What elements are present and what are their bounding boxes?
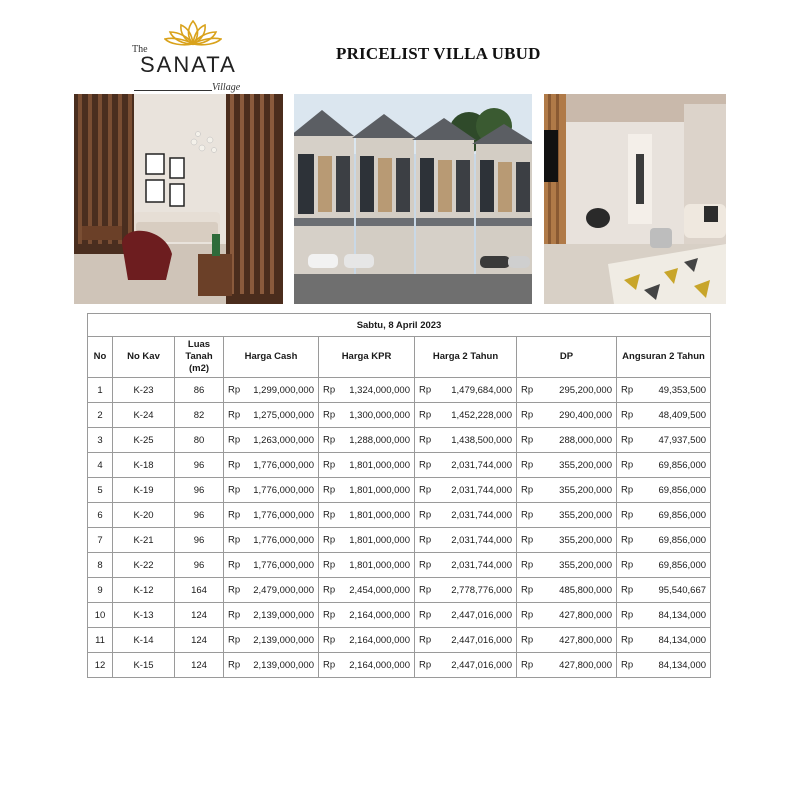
amount: 2,164,000,000: [349, 634, 410, 646]
currency-label: Rp: [521, 484, 534, 496]
currency-label: Rp: [228, 509, 241, 521]
cell-angsuran: [617, 453, 711, 478]
currency-label: Rp: [521, 384, 534, 396]
cell-angsuran: [617, 603, 711, 628]
cell-dp: [517, 553, 617, 578]
amount: 355,200,000: [559, 534, 612, 546]
cell-angsuran: [617, 503, 711, 528]
cell-no: 7: [88, 528, 113, 553]
cell-kav: K-23: [113, 378, 175, 403]
cell-dua-tahun: [415, 603, 517, 628]
currency-label: Rp: [521, 409, 534, 421]
amount: 1,452,228,000: [451, 409, 512, 421]
table-row: [88, 503, 711, 528]
amount: 95,540,667: [658, 584, 707, 596]
cell-luas: 96: [175, 553, 224, 578]
cell-dua-tahun: [415, 428, 517, 453]
cell-dua-tahun: [415, 378, 517, 403]
amount: 49,353,500: [658, 384, 707, 396]
amount: 290,400,000: [559, 409, 612, 421]
currency-label: Rp: [228, 409, 241, 421]
currency-label: Rp: [323, 459, 336, 471]
cell-dp: [517, 653, 617, 678]
cell-luas: 82: [175, 403, 224, 428]
currency-label: Rp: [419, 434, 432, 446]
table-row: [88, 603, 711, 628]
cell-cash: [224, 553, 319, 578]
table-row: [88, 378, 711, 403]
table-header-row: [88, 337, 711, 378]
currency-label: Rp: [419, 384, 432, 396]
cell-dua-tahun: [415, 403, 517, 428]
logo-the: The: [132, 44, 148, 55]
currency-label: Rp: [323, 584, 336, 596]
amount: 427,800,000: [559, 659, 612, 671]
cell-angsuran: [617, 528, 711, 553]
table-body: [88, 378, 711, 678]
exterior-photo: [294, 94, 532, 304]
currency-label: Rp: [419, 534, 432, 546]
cell-kav: K-18: [113, 453, 175, 478]
amount: 2,447,016,000: [451, 659, 512, 671]
currency-label: Rp: [419, 559, 432, 571]
cell-angsuran: [617, 428, 711, 453]
cell-kav: K-21: [113, 528, 175, 553]
currency-label: Rp: [419, 509, 432, 521]
cell-dp: [517, 503, 617, 528]
cell-dua-tahun: [415, 453, 517, 478]
currency-label: Rp: [323, 609, 336, 621]
cell-dua-tahun: [415, 628, 517, 653]
logo-name: SANATA: [140, 52, 237, 77]
cell-cash: [224, 378, 319, 403]
cell-luas: 96: [175, 478, 224, 503]
currency-label: Rp: [521, 559, 534, 571]
amount: 2,139,000,000: [253, 659, 314, 671]
cell-dp: [517, 378, 617, 403]
currency-label: Rp: [521, 534, 534, 546]
currency-label: Rp: [323, 434, 336, 446]
amount: 295,200,000: [559, 384, 612, 396]
amount: 69,856,000: [658, 484, 707, 496]
amount: 355,200,000: [559, 459, 612, 471]
cell-kav: K-13: [113, 603, 175, 628]
cell-cash: [224, 403, 319, 428]
cell-no: 1: [88, 378, 113, 403]
table-row: [88, 403, 711, 428]
cell-luas: 124: [175, 653, 224, 678]
currency-label: Rp: [521, 459, 534, 471]
cell-dua-tahun: [415, 503, 517, 528]
currency-label: Rp: [521, 659, 534, 671]
cell-cash: [224, 478, 319, 503]
currency-label: Rp: [419, 484, 432, 496]
amount: 69,856,000: [658, 559, 707, 571]
cell-no: 11: [88, 628, 113, 653]
cell-angsuran: [617, 478, 711, 503]
cell-cash: [224, 653, 319, 678]
currency-label: Rp: [419, 584, 432, 596]
cell-luas: 96: [175, 528, 224, 553]
amount: 69,856,000: [658, 459, 707, 471]
table-row: [88, 553, 711, 578]
currency-label: Rp: [521, 609, 534, 621]
cell-kpr: [319, 528, 415, 553]
currency-label: Rp: [621, 659, 634, 671]
currency-label: Rp: [323, 384, 336, 396]
cell-dp: [517, 428, 617, 453]
cell-kpr: [319, 428, 415, 453]
currency-label: Rp: [228, 634, 241, 646]
cell-dp: [517, 628, 617, 653]
currency-label: Rp: [228, 559, 241, 571]
amount: 288,000,000: [559, 434, 612, 446]
cell-no: 6: [88, 503, 113, 528]
cell-angsuran: [617, 553, 711, 578]
currency-label: Rp: [228, 659, 241, 671]
amount: 48,409,500: [658, 409, 707, 421]
header-kav: No Kav: [113, 337, 175, 378]
cell-angsuran: [617, 378, 711, 403]
amount: 355,200,000: [559, 559, 612, 571]
table-row: [88, 453, 711, 478]
header-dua-tahun: Harga 2 Tahun: [415, 337, 517, 378]
cell-luas: 86: [175, 378, 224, 403]
currency-label: Rp: [521, 434, 534, 446]
amount: 1,479,684,000: [451, 384, 512, 396]
cell-kpr: [319, 603, 415, 628]
amount: 1,776,000,000: [253, 559, 314, 571]
cell-no: 12: [88, 653, 113, 678]
lotus-icon: [164, 20, 222, 46]
currency-label: Rp: [419, 659, 432, 671]
cell-luas: 96: [175, 453, 224, 478]
amount: 1,299,000,000: [253, 384, 314, 396]
currency-label: Rp: [228, 534, 241, 546]
table-row: [88, 653, 711, 678]
header-no: No: [88, 337, 113, 378]
cell-kpr: [319, 453, 415, 478]
currency-label: Rp: [323, 534, 336, 546]
cell-dp: [517, 578, 617, 603]
currency-label: Rp: [521, 634, 534, 646]
cell-kpr: [319, 403, 415, 428]
cell-kpr: [319, 478, 415, 503]
amount: 355,200,000: [559, 509, 612, 521]
cell-luas: 124: [175, 603, 224, 628]
currency-label: Rp: [323, 559, 336, 571]
cell-dua-tahun: [415, 553, 517, 578]
cell-no: 5: [88, 478, 113, 503]
cell-dua-tahun: [415, 478, 517, 503]
amount: 84,134,000: [658, 634, 707, 646]
amount: 1,776,000,000: [253, 484, 314, 496]
cell-cash: [224, 628, 319, 653]
currency-label: Rp: [621, 484, 634, 496]
cell-kpr: [319, 378, 415, 403]
amount: 2,139,000,000: [253, 634, 314, 646]
amount: 2,447,016,000: [451, 609, 512, 621]
table-row: [88, 478, 711, 503]
currency-label: Rp: [323, 509, 336, 521]
cell-no: 9: [88, 578, 113, 603]
cell-cash: [224, 603, 319, 628]
brand-logo: [128, 20, 258, 93]
currency-label: Rp: [228, 459, 241, 471]
cell-no: 8: [88, 553, 113, 578]
living-photo: [544, 94, 726, 304]
cell-kav: K-24: [113, 403, 175, 428]
cell-kav: K-25: [113, 428, 175, 453]
table-row: [88, 428, 711, 453]
cell-no: 3: [88, 428, 113, 453]
amount: 69,856,000: [658, 509, 707, 521]
currency-label: Rp: [228, 384, 241, 396]
cell-kav: K-22: [113, 553, 175, 578]
cell-luas: 164: [175, 578, 224, 603]
currency-label: Rp: [228, 434, 241, 446]
cell-kpr: [319, 628, 415, 653]
page-title: PRICELIST VILLA UBUD: [336, 44, 541, 63]
amount: 427,800,000: [559, 634, 612, 646]
currency-label: Rp: [419, 409, 432, 421]
interior-photo: [74, 94, 283, 304]
currency-label: Rp: [621, 559, 634, 571]
amount: 1,300,000,000: [349, 409, 410, 421]
amount: 2,031,744,000: [451, 559, 512, 571]
amount: 1,801,000,000: [349, 484, 410, 496]
logo-rule: [134, 90, 212, 91]
amount: 2,164,000,000: [349, 609, 410, 621]
currency-label: Rp: [323, 659, 336, 671]
currency-label: Rp: [419, 459, 432, 471]
table-row: [88, 528, 711, 553]
amount: 1,776,000,000: [253, 534, 314, 546]
amount: 84,134,000: [658, 659, 707, 671]
amount: 1,324,000,000: [349, 384, 410, 396]
cell-kpr: [319, 653, 415, 678]
cell-cash: [224, 503, 319, 528]
cell-no: 2: [88, 403, 113, 428]
cell-dp: [517, 528, 617, 553]
cell-no: 4: [88, 453, 113, 478]
cell-angsuran: [617, 653, 711, 678]
amount: 2,778,776,000: [451, 584, 512, 596]
cell-kpr: [319, 553, 415, 578]
currency-label: Rp: [621, 609, 634, 621]
cell-cash: [224, 528, 319, 553]
amount: 47,937,500: [658, 434, 707, 446]
cell-luas: 124: [175, 628, 224, 653]
amount: 2,164,000,000: [349, 659, 410, 671]
amount: 2,031,744,000: [451, 459, 512, 471]
currency-label: Rp: [621, 509, 634, 521]
cell-kav: K-12: [113, 578, 175, 603]
cell-kpr: [319, 503, 415, 528]
cell-luas: 80: [175, 428, 224, 453]
currency-label: Rp: [521, 584, 534, 596]
amount: 2,031,744,000: [451, 509, 512, 521]
currency-label: Rp: [621, 409, 634, 421]
price-table: [87, 313, 711, 678]
header-dp: DP: [517, 337, 617, 378]
cell-angsuran: [617, 578, 711, 603]
amount: 1,288,000,000: [349, 434, 410, 446]
amount: 1,801,000,000: [349, 509, 410, 521]
currency-label: Rp: [621, 584, 634, 596]
cell-no: 10: [88, 603, 113, 628]
cell-dua-tahun: [415, 528, 517, 553]
header-luas: Luas Tanah (m2): [175, 337, 224, 378]
amount: 2,454,000,000: [349, 584, 410, 596]
cell-kav: K-19: [113, 478, 175, 503]
amount: 2,139,000,000: [253, 609, 314, 621]
cell-cash: [224, 453, 319, 478]
currency-label: Rp: [621, 459, 634, 471]
currency-label: Rp: [521, 509, 534, 521]
currency-label: Rp: [228, 609, 241, 621]
cell-angsuran: [617, 628, 711, 653]
amount: 1,776,000,000: [253, 509, 314, 521]
amount: 1,275,000,000: [253, 409, 314, 421]
logo-village: Village: [212, 82, 241, 93]
currency-label: Rp: [228, 584, 241, 596]
currency-label: Rp: [621, 634, 634, 646]
cell-angsuran: [617, 403, 711, 428]
cell-dp: [517, 403, 617, 428]
amount: 485,800,000: [559, 584, 612, 596]
amount: 69,856,000: [658, 534, 707, 546]
cell-cash: [224, 428, 319, 453]
table-date: Sabtu, 8 April 2023: [88, 314, 711, 337]
cell-kav: K-14: [113, 628, 175, 653]
amount: 1,801,000,000: [349, 559, 410, 571]
currency-label: Rp: [323, 634, 336, 646]
amount: 2,479,000,000: [253, 584, 314, 596]
cell-kpr: [319, 578, 415, 603]
amount: 1,801,000,000: [349, 459, 410, 471]
amount: 1,263,000,000: [253, 434, 314, 446]
currency-label: Rp: [621, 384, 634, 396]
currency-label: Rp: [419, 609, 432, 621]
currency-label: Rp: [621, 434, 634, 446]
cell-luas: 96: [175, 503, 224, 528]
amount: 84,134,000: [658, 609, 707, 621]
amount: 1,438,500,000: [451, 434, 512, 446]
header-cash: Harga Cash: [224, 337, 319, 378]
cell-dua-tahun: [415, 653, 517, 678]
amount: 427,800,000: [559, 609, 612, 621]
currency-label: Rp: [621, 534, 634, 546]
currency-label: Rp: [228, 484, 241, 496]
table-row: [88, 628, 711, 653]
amount: 1,776,000,000: [253, 459, 314, 471]
currency-label: Rp: [419, 634, 432, 646]
cell-dua-tahun: [415, 578, 517, 603]
amount: 2,031,744,000: [451, 484, 512, 496]
table-row: [88, 578, 711, 603]
amount: 1,801,000,000: [349, 534, 410, 546]
header-kpr: Harga KPR: [319, 337, 415, 378]
currency-label: Rp: [323, 409, 336, 421]
amount: 2,447,016,000: [451, 634, 512, 646]
cell-kav: K-20: [113, 503, 175, 528]
amount: 2,031,744,000: [451, 534, 512, 546]
cell-dp: [517, 453, 617, 478]
cell-cash: [224, 578, 319, 603]
cell-kav: K-15: [113, 653, 175, 678]
header-angsuran: Angsuran 2 Tahun: [617, 337, 711, 378]
cell-dp: [517, 603, 617, 628]
amount: 355,200,000: [559, 484, 612, 496]
currency-label: Rp: [323, 484, 336, 496]
cell-dp: [517, 478, 617, 503]
